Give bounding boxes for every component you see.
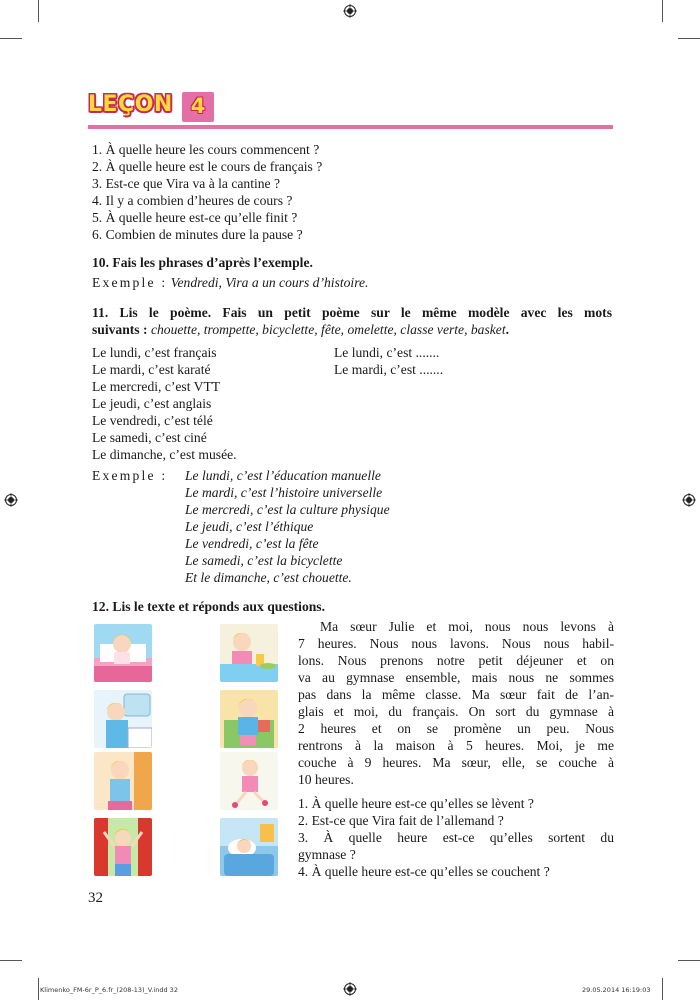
registration-mark-icon xyxy=(343,982,357,996)
crop-mark xyxy=(678,960,700,961)
lesson-number-badge xyxy=(182,92,214,122)
sleeping-picture xyxy=(220,818,278,876)
question-item: 6. Combien de minutes dure la pause ? xyxy=(92,227,303,242)
example-poem-line: Le samedi, c’est la bicyclette xyxy=(185,553,343,568)
question-item: 1. À quelle heure les cours commencent ? xyxy=(92,142,320,157)
example-label: Exemple : xyxy=(92,275,168,290)
header-divider xyxy=(88,125,613,129)
lesson-number: 4 xyxy=(190,94,206,118)
registration-mark-icon xyxy=(343,4,357,18)
text-line: 7 heures. Nous nous lavons. Nous nous habil- xyxy=(298,636,614,651)
example-poem-line: Le jeudi, c’est l’éthique xyxy=(185,519,314,534)
text-line: couche à 9 heures. Ma sœur, elle, se couche à xyxy=(298,755,614,770)
question-item: 4. Il y a combien d’heures de cours ? xyxy=(92,193,293,208)
poem-template-line: Le lundi, c’est ....... xyxy=(334,345,440,360)
exercise-12-title: 12. Lis le texte et réponds aux questions. xyxy=(92,599,325,614)
washing-picture xyxy=(94,690,152,748)
exercise-11-suivants: suivants : xyxy=(92,322,148,337)
example-poem-line: Le mardi, c’est l’histoire universelle xyxy=(185,485,383,500)
poem-template-line: Le mardi, c’est ....... xyxy=(334,362,444,377)
example-label: Exemple : xyxy=(92,468,168,483)
example-poem-line: Le lundi, c’est l’éducation manuelle xyxy=(185,468,381,483)
question-item-cont: gymnase ? xyxy=(298,847,356,862)
exercise-11-title: 11. Lis le poème. Fais un petit poème sur le même modèle avec les mots xyxy=(92,305,612,320)
poem-line: Le jeudi, c’est anglais xyxy=(92,396,212,411)
poem-line: Le mercredi, c’est VTT xyxy=(92,379,221,394)
reading-questions xyxy=(298,795,614,880)
exercise-11-title-cont xyxy=(92,321,509,338)
text-line: va au gymnase ensemble, mais nous ne sommes xyxy=(298,670,614,685)
crop-mark xyxy=(662,0,663,22)
exercise-10-title: 10. Fais les phrases d’après l’exemple. xyxy=(92,255,313,270)
text-line: glais et moi, du français. On sort du gymnase à xyxy=(298,704,614,719)
poem-line: Le samedi, c’est ciné xyxy=(92,430,207,445)
text-line: 10 heures. xyxy=(298,772,354,787)
poem-line: Le dimanche, c’est musée. xyxy=(92,447,237,462)
text-line: pas dans la même classe. Ma sœur fait de l’an- xyxy=(298,687,614,702)
question-item: 3. À quelle heure est-ce qu’elles sortent du xyxy=(298,830,614,845)
registration-mark-icon xyxy=(682,493,696,507)
text-line: Ma sœur Julie et moi, nous nous levons à xyxy=(320,619,614,634)
question-item: 2. À quelle heure est le cours de français ? xyxy=(92,159,323,174)
poem-line: Le lundi, c’est français xyxy=(92,345,217,360)
text-line: lons. Nous prenons notre petit déjeuner et on xyxy=(298,653,614,668)
question-item: 5. À quelle heure est-ce qu’elle finit ? xyxy=(92,210,298,225)
waking-up-picture xyxy=(94,624,152,682)
example-poem-line: Le vendredi, c’est la fête xyxy=(185,536,319,551)
example-poem-line: Le mercredi, c’est la culture physique xyxy=(185,502,390,517)
walking-to-school-picture xyxy=(220,690,278,748)
crop-mark xyxy=(38,978,39,1000)
crop-mark xyxy=(0,38,22,39)
breakfast-picture xyxy=(220,624,278,682)
registration-mark-icon xyxy=(4,493,18,507)
poem-line: Le mardi, c’est karaté xyxy=(92,362,211,377)
footer-file-name: Klimenko_FM-6r_P_6.fr_(208-13)_V.indd 32 xyxy=(40,986,178,994)
page-number: 32 xyxy=(88,890,103,906)
footer-timestamp: 29.05.2014 16:19:03 xyxy=(582,986,651,994)
crop-mark xyxy=(0,960,22,961)
exercise-10-example xyxy=(92,274,368,291)
text-line: 2 heures et on se promène un peu. Nous xyxy=(298,721,614,736)
crop-mark xyxy=(678,38,700,39)
reading-text xyxy=(298,618,614,788)
crop-mark xyxy=(38,0,39,22)
question-item: 2. Est-ce que Vira fait de l’allemand ? xyxy=(298,813,504,828)
example-text: Vendredi, Vira a un cours d’histoire. xyxy=(170,275,369,290)
lesson-heading: LEÇON xyxy=(88,92,173,117)
question-item: 4. À quelle heure est-ce qu’elles se couchent ? xyxy=(298,864,550,879)
question-item: 1. À quelle heure est-ce qu’elles se lèvent ? xyxy=(298,796,534,811)
poem-line: Le vendredi, c’est télé xyxy=(92,413,213,428)
getting-dressed-picture xyxy=(94,752,152,810)
stretching-picture xyxy=(94,818,152,876)
exercise-11-word-list: chouette, trompette, bicyclette, fête, omelette, classe verte, basket xyxy=(150,322,506,337)
question-item: 3. Est-ce que Vira va à la cantine ? xyxy=(92,176,281,191)
example-poem-line: Et le dimanche, c’est chouette. xyxy=(185,570,352,585)
text-line: rentrons à la maison à 5 heures. Moi, je me xyxy=(298,738,614,753)
exercise-11-period: . xyxy=(505,322,510,337)
crop-mark xyxy=(662,978,663,1000)
running-picture xyxy=(220,752,278,810)
